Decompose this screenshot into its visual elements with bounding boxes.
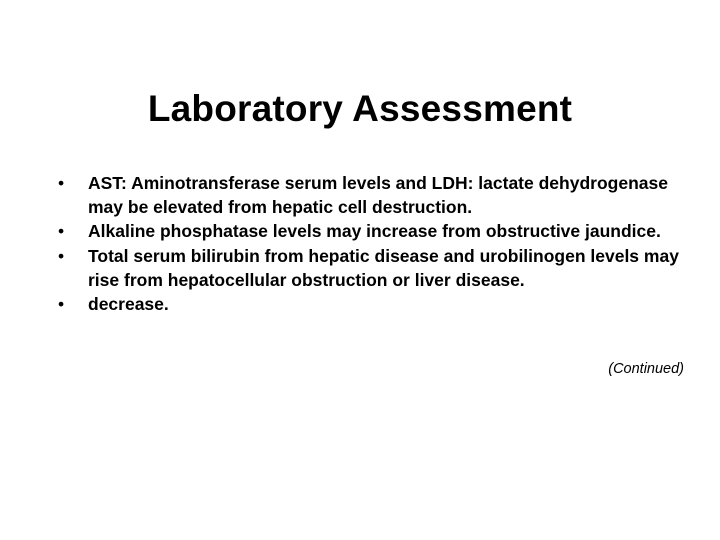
bullet-text: AST: Aminotransferase serum levels and LDH: lactate dehydrogenase may be elevated from hepatic cell destruction.: [88, 173, 668, 218]
slide-title: Laboratory Assessment: [147, 88, 573, 129]
bullet-item: [58, 244, 698, 292]
bullet-text: decrease.: [88, 294, 169, 315]
bullet-dot-icon: •: [58, 173, 65, 193]
bullet-text: Alkaline phosphatase levels may increase from obstructive jaundice.: [88, 221, 661, 242]
bullet-item: [58, 292, 698, 316]
bullet-text: Total serum bilirubin from hepatic disease and urobilinogen levels may rise from hepatocellular obstruction or liver disease.: [88, 245, 679, 290]
bullet-dot-icon: •: [58, 221, 65, 242]
bullet-dot-icon: •: [58, 294, 65, 315]
bullet-list: [58, 171, 698, 316]
continued-label: (Continued): [608, 361, 684, 377]
bullet-dot-icon: •: [58, 245, 65, 266]
bullet-item: [58, 171, 698, 219]
bullet-item: [58, 219, 698, 243]
